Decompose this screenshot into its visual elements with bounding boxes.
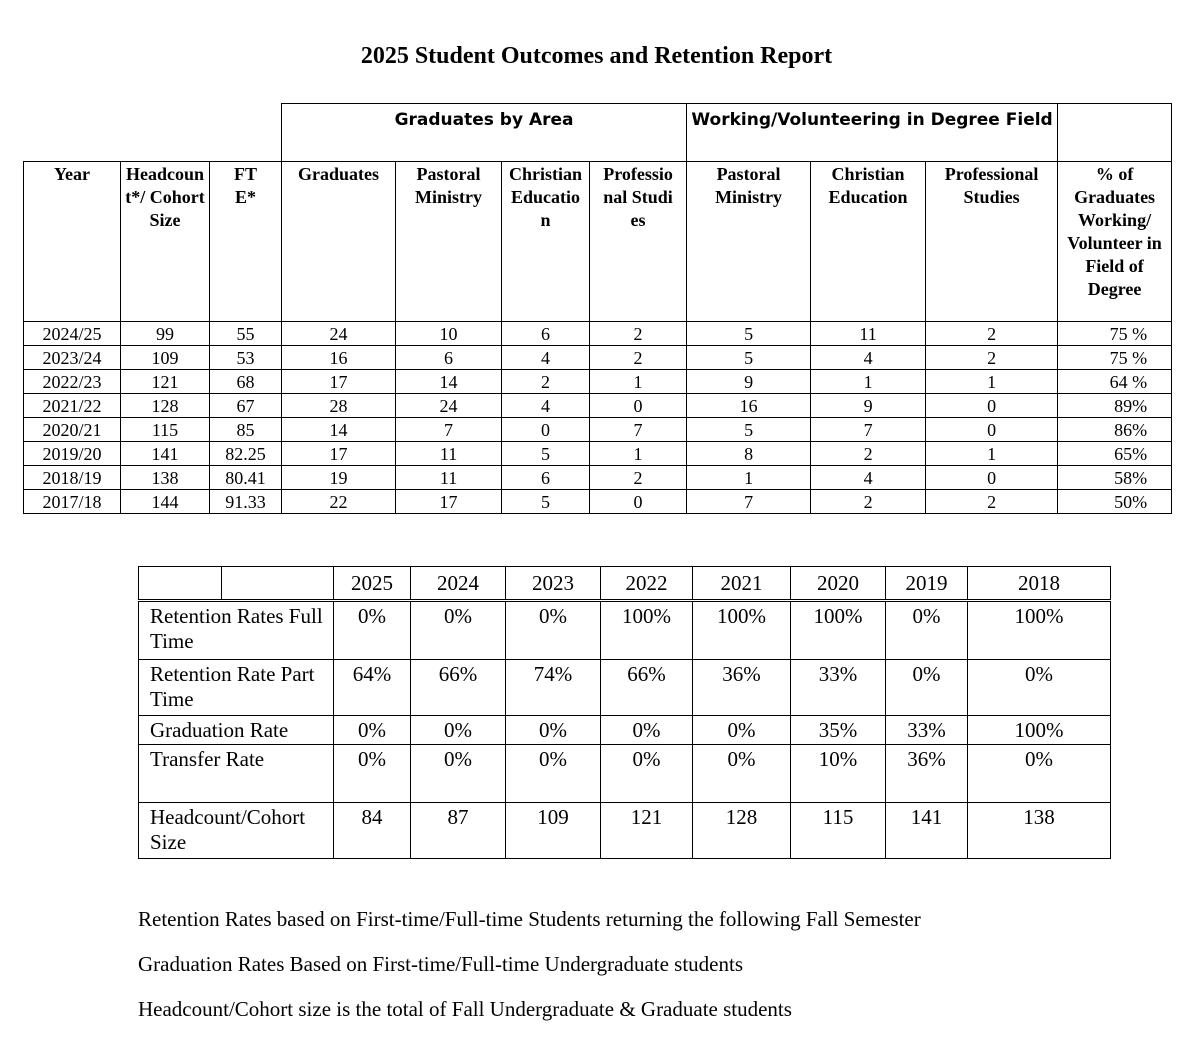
metric-value: 100% bbox=[968, 601, 1111, 660]
value-cell: 68 bbox=[210, 370, 282, 394]
value-cell: 2 bbox=[811, 490, 926, 514]
value-cell: 58% bbox=[1058, 466, 1172, 490]
value-cell: 9 bbox=[811, 394, 926, 418]
value-cell: 8 bbox=[687, 442, 811, 466]
value-cell: 55 bbox=[210, 322, 282, 346]
value-cell: 89% bbox=[1058, 394, 1172, 418]
value-cell: 141 bbox=[121, 442, 210, 466]
column-header: FTE* bbox=[210, 162, 282, 322]
metric-value: 100% bbox=[968, 716, 1111, 745]
retention-metric-row bbox=[139, 716, 1111, 745]
year-header: 2021 bbox=[693, 567, 791, 601]
metric-value: 109 bbox=[506, 803, 601, 859]
metric-value: 0% bbox=[886, 601, 968, 660]
metric-value: 0% bbox=[601, 745, 693, 803]
group-header-row bbox=[24, 104, 1172, 162]
value-cell: 14 bbox=[396, 370, 502, 394]
value-cell: 82.25 bbox=[210, 442, 282, 466]
value-cell: 0 bbox=[502, 418, 590, 442]
metric-value: 0% bbox=[334, 601, 411, 660]
metric-value: 0% bbox=[506, 745, 601, 803]
year-header: 2020 bbox=[791, 567, 886, 601]
value-cell: 109 bbox=[121, 346, 210, 370]
value-cell: 2 bbox=[590, 322, 687, 346]
blank-corner-cell bbox=[24, 104, 282, 162]
metric-value: 0% bbox=[411, 745, 506, 803]
value-cell: 4 bbox=[811, 346, 926, 370]
value-cell: 2 bbox=[590, 466, 687, 490]
value-cell: 1 bbox=[590, 370, 687, 394]
value-cell: 22 bbox=[282, 490, 396, 514]
value-cell: 53 bbox=[210, 346, 282, 370]
value-cell: 67 bbox=[210, 394, 282, 418]
value-cell: 4 bbox=[502, 394, 590, 418]
metric-value: 128 bbox=[693, 803, 791, 859]
value-cell: 121 bbox=[121, 370, 210, 394]
year-header: 2024 bbox=[411, 567, 506, 601]
metric-value: 0% bbox=[601, 716, 693, 745]
outcome-row bbox=[24, 490, 1172, 514]
student-outcomes-table bbox=[23, 103, 1172, 514]
metric-value: 66% bbox=[411, 660, 506, 716]
year-header: 2022 bbox=[601, 567, 693, 601]
value-cell: 50% bbox=[1058, 490, 1172, 514]
value-cell: 16 bbox=[687, 394, 811, 418]
column-header-row bbox=[24, 162, 1172, 322]
year-cell: 2019/20 bbox=[24, 442, 121, 466]
value-cell: 24 bbox=[396, 394, 502, 418]
value-cell: 28 bbox=[282, 394, 396, 418]
column-header: Year bbox=[24, 162, 121, 322]
column-header: Professional Studies bbox=[926, 162, 1058, 322]
value-cell: 2 bbox=[502, 370, 590, 394]
footnote: Headcount/Cohort size is the total of Fall Undergraduate & Graduate students bbox=[138, 997, 792, 1021]
value-cell: 7 bbox=[811, 418, 926, 442]
metric-value: 141 bbox=[886, 803, 968, 859]
metric-value: 121 bbox=[601, 803, 693, 859]
value-cell: 4 bbox=[811, 466, 926, 490]
value-cell: 7 bbox=[590, 418, 687, 442]
column-header: Christian Education bbox=[811, 162, 926, 322]
value-cell: 6 bbox=[396, 346, 502, 370]
metric-value: 87 bbox=[411, 803, 506, 859]
value-cell: 65% bbox=[1058, 442, 1172, 466]
value-cell: 24 bbox=[282, 322, 396, 346]
year-cell: 2018/19 bbox=[24, 466, 121, 490]
metric-value: 0% bbox=[506, 601, 601, 660]
retention-metric-row bbox=[139, 745, 1111, 803]
value-cell: 7 bbox=[687, 490, 811, 514]
outcome-row bbox=[24, 442, 1172, 466]
metric-value: 0% bbox=[968, 745, 1111, 803]
column-header: Graduates bbox=[282, 162, 396, 322]
metric-value: 36% bbox=[693, 660, 791, 716]
column-header: Christian Education bbox=[502, 162, 590, 322]
value-cell: 80.41 bbox=[210, 466, 282, 490]
outcomes-table-body bbox=[24, 322, 1172, 514]
value-cell: 17 bbox=[282, 370, 396, 394]
column-header: Headcount*/ Cohort Size bbox=[121, 162, 210, 322]
blank-group-cell bbox=[1058, 104, 1172, 162]
metric-value: 138 bbox=[968, 803, 1111, 859]
metric-value: 66% bbox=[601, 660, 693, 716]
value-cell: 75 % bbox=[1058, 346, 1172, 370]
value-cell: 11 bbox=[811, 322, 926, 346]
value-cell: 11 bbox=[396, 466, 502, 490]
year-cell: 2024/25 bbox=[24, 322, 121, 346]
value-cell: 2 bbox=[590, 346, 687, 370]
metric-value: 0% bbox=[968, 660, 1111, 716]
working-in-field-header: Working/Volunteering in Degree Field bbox=[687, 104, 1058, 162]
value-cell: 5 bbox=[687, 418, 811, 442]
retention-metric-row bbox=[139, 660, 1111, 716]
value-cell: 2 bbox=[926, 346, 1058, 370]
value-cell: 1 bbox=[687, 466, 811, 490]
value-cell: 1 bbox=[926, 370, 1058, 394]
blank-label-cell bbox=[222, 567, 334, 601]
retention-metric-row bbox=[139, 803, 1111, 859]
metric-value: 0% bbox=[693, 745, 791, 803]
metric-label: Retention Rates Full Time bbox=[139, 601, 334, 660]
value-cell: 14 bbox=[282, 418, 396, 442]
year-cell: 2023/24 bbox=[24, 346, 121, 370]
metric-value: 0% bbox=[693, 716, 791, 745]
value-cell: 6 bbox=[502, 322, 590, 346]
value-cell: 0 bbox=[926, 466, 1058, 490]
value-cell: 19 bbox=[282, 466, 396, 490]
value-cell: 1 bbox=[590, 442, 687, 466]
value-cell: 86% bbox=[1058, 418, 1172, 442]
value-cell: 6 bbox=[502, 466, 590, 490]
year-header: 2018 bbox=[968, 567, 1111, 601]
retention-year-row bbox=[139, 567, 1111, 601]
metric-value: 0% bbox=[334, 716, 411, 745]
value-cell: 144 bbox=[121, 490, 210, 514]
value-cell: 1 bbox=[811, 370, 926, 394]
retention-table-body bbox=[139, 601, 1111, 859]
value-cell: 64 % bbox=[1058, 370, 1172, 394]
blank-label-cell bbox=[139, 567, 222, 601]
metric-label: Graduation Rate bbox=[139, 716, 334, 745]
value-cell: 16 bbox=[282, 346, 396, 370]
year-cell: 2020/21 bbox=[24, 418, 121, 442]
outcome-row bbox=[24, 370, 1172, 394]
column-header: % of Graduates Working/ Volunteer in Field of Degree bbox=[1058, 162, 1172, 322]
year-header: 2025 bbox=[334, 567, 411, 601]
metric-value: 100% bbox=[601, 601, 693, 660]
page-title: 2025 Student Outcomes and Retention Report bbox=[360, 43, 833, 69]
metric-label: Headcount/Cohort Size bbox=[139, 803, 334, 859]
footnote: Graduation Rates Based on First-time/Full-time Undergraduate students bbox=[138, 952, 744, 976]
value-cell: 138 bbox=[121, 466, 210, 490]
metric-value: 74% bbox=[506, 660, 601, 716]
footnote: Retention Rates based on First-time/Full-time Students returning the following Fall Semester bbox=[138, 907, 921, 931]
value-cell: 4 bbox=[502, 346, 590, 370]
value-cell: 75 % bbox=[1058, 322, 1172, 346]
metric-value: 10% bbox=[791, 745, 886, 803]
value-cell: 9 bbox=[687, 370, 811, 394]
column-header: Professional Studies bbox=[590, 162, 687, 322]
value-cell: 17 bbox=[282, 442, 396, 466]
outcome-row bbox=[24, 466, 1172, 490]
value-cell: 1 bbox=[926, 442, 1058, 466]
value-cell: 11 bbox=[396, 442, 502, 466]
value-cell: 17 bbox=[396, 490, 502, 514]
metric-value: 0% bbox=[506, 716, 601, 745]
column-header: Pastoral Ministry bbox=[396, 162, 502, 322]
metric-value: 33% bbox=[886, 716, 968, 745]
value-cell: 2 bbox=[926, 490, 1058, 514]
footnotes bbox=[138, 897, 921, 1032]
value-cell: 2 bbox=[811, 442, 926, 466]
graduates-by-area-header: Graduates by Area bbox=[282, 104, 687, 162]
metric-value: 115 bbox=[791, 803, 886, 859]
value-cell: 91.33 bbox=[210, 490, 282, 514]
metric-value: 35% bbox=[791, 716, 886, 745]
metric-value: 0% bbox=[411, 601, 506, 660]
year-cell: 2017/18 bbox=[24, 490, 121, 514]
value-cell: 0 bbox=[590, 394, 687, 418]
metric-value: 100% bbox=[791, 601, 886, 660]
metric-label: Transfer Rate bbox=[139, 745, 334, 803]
outcome-row bbox=[24, 346, 1172, 370]
year-header: 2023 bbox=[506, 567, 601, 601]
value-cell: 2 bbox=[926, 322, 1058, 346]
outcome-row bbox=[24, 394, 1172, 418]
metric-value: 0% bbox=[411, 716, 506, 745]
value-cell: 5 bbox=[502, 490, 590, 514]
metric-value: 36% bbox=[886, 745, 968, 803]
value-cell: 115 bbox=[121, 418, 210, 442]
year-header: 2019 bbox=[886, 567, 968, 601]
value-cell: 99 bbox=[121, 322, 210, 346]
value-cell: 128 bbox=[121, 394, 210, 418]
year-cell: 2021/22 bbox=[24, 394, 121, 418]
value-cell: 7 bbox=[396, 418, 502, 442]
metric-value: 64% bbox=[334, 660, 411, 716]
value-cell: 5 bbox=[687, 346, 811, 370]
metric-value: 33% bbox=[791, 660, 886, 716]
value-cell: 0 bbox=[590, 490, 687, 514]
value-cell: 85 bbox=[210, 418, 282, 442]
column-header: Pastoral Ministry bbox=[687, 162, 811, 322]
metric-value: 100% bbox=[693, 601, 791, 660]
value-cell: 10 bbox=[396, 322, 502, 346]
value-cell: 5 bbox=[502, 442, 590, 466]
outcome-row bbox=[24, 418, 1172, 442]
metric-label: Retention Rate Part Time bbox=[139, 660, 334, 716]
retention-metric-row bbox=[139, 601, 1111, 660]
outcome-row bbox=[24, 322, 1172, 346]
retention-rates-table bbox=[138, 566, 1111, 859]
year-cell: 2022/23 bbox=[24, 370, 121, 394]
metric-value: 0% bbox=[886, 660, 968, 716]
metric-value: 0% bbox=[334, 745, 411, 803]
value-cell: 0 bbox=[926, 394, 1058, 418]
value-cell: 0 bbox=[926, 418, 1058, 442]
metric-value: 84 bbox=[334, 803, 411, 859]
value-cell: 5 bbox=[687, 322, 811, 346]
